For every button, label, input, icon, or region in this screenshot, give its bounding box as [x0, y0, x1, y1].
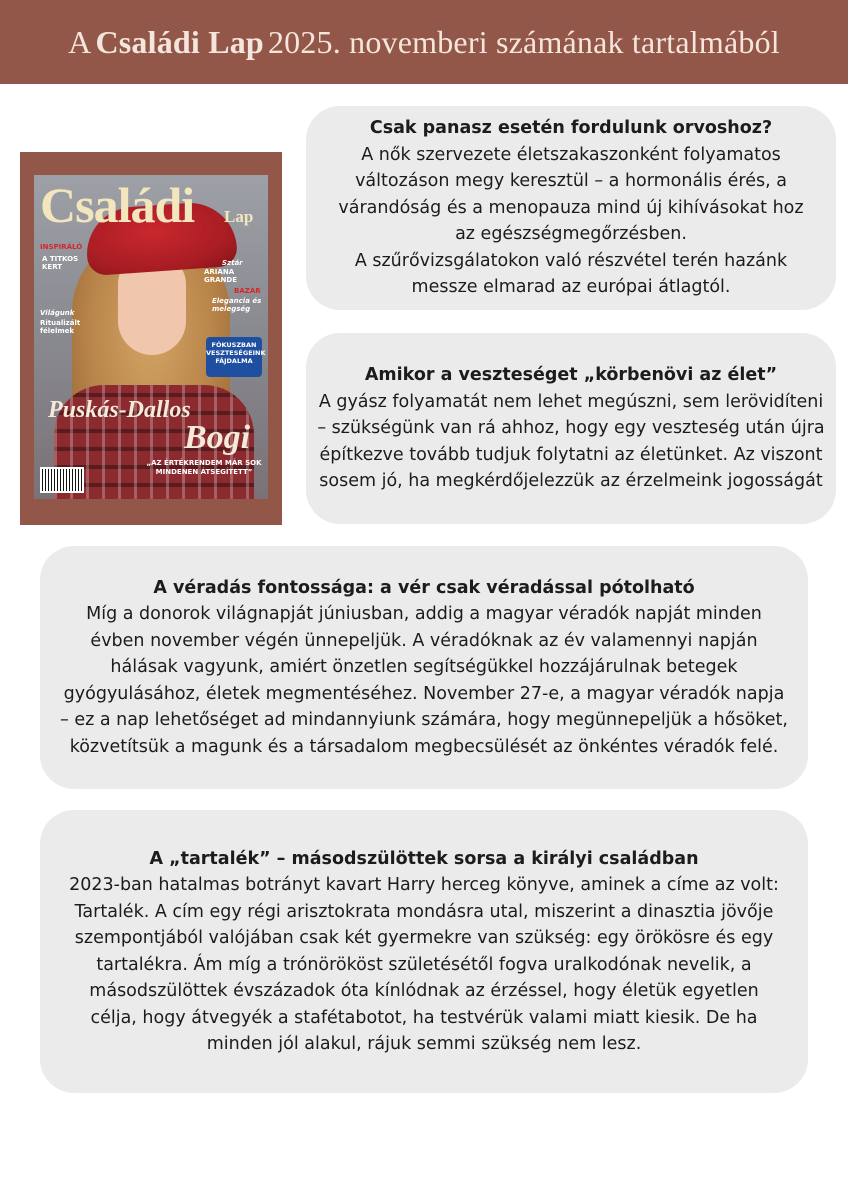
cover-name-first: Puskás-Dallos — [48, 397, 191, 423]
article-card-orvos — [306, 106, 836, 310]
cover-tag-ritualizalt: Ritualizált félelmek — [40, 319, 81, 335]
cover-tag-titkos-kert: A TITKOS KERT — [42, 255, 79, 271]
article-body: 2023-ban hatalmas botrányt kavart Harry herceg könyve, aminek a címe az volt: Tartalék. A cím egy régi arisztokrata mondásra utal, miszerint a dinasztia jövője szempontjából valójában csak két gyermekre van szükség: egy örökösre és egy tartalékra. Ám míg a trónörököst születésétől fogva uralkodónak nevelik, a másodszülöttek évszázadok óta kínlódnak az érzéssel, hogy életük egyetlen célja, hogy átvegyék a stafétabotot, ha testvérük valami miatt kiesik. De ha minden jól alakul, rájuk semmi szükség nem lesz. — [69, 875, 779, 1054]
cover-tag-inspiralo: INSPIRÁLÓ — [40, 243, 83, 251]
article-card-tartalek — [40, 810, 808, 1093]
cover-tag-elegancia: Elegancia és melegség — [212, 297, 262, 313]
cover-logo: Családi — [40, 177, 195, 233]
article-body: A nők szervezete életszakaszonként folyamatos változáson megy keresztül – a hormonális érés, a várandóság és a menopauza mind új kihívásokat hoz az egészségmegőrzésben. — [338, 144, 804, 245]
magazine-cover-image — [34, 175, 268, 499]
article-title: Amikor a veszteséget „körbenövi az élet” — [364, 365, 778, 386]
cover-tag-bazar: BAZÁR — [234, 287, 261, 295]
cover-quote: „AZ ÉRTÉKRENDEM MÁR SOK MINDENEN ÁTSEGÍTETT” — [146, 459, 262, 476]
article-card-veradas — [40, 546, 808, 789]
cover-logo-lap: Lap — [224, 207, 254, 226]
article-title: A „tartalék” – másodszülöttek sorsa a királyi családban — [149, 848, 699, 869]
cover-tag-vilagunk: Világunk — [40, 309, 75, 317]
header-brand: Családi Lap — [95, 23, 264, 60]
header-prefix: A — [68, 23, 92, 60]
cover-tag-ariana: ARIANA GRANDE — [204, 268, 238, 284]
article-body-2: A szűrővizsgálatokon való részvétel terén hazánk messze elmarad az európai átlagtól. — [354, 250, 788, 298]
cover-barcode — [40, 467, 84, 493]
cover-tag-sztar: Sztár — [222, 259, 243, 267]
article-card-gyasz — [306, 333, 836, 524]
article-body: Míg a donorok világnapját júniusban, addig a magyar véradók napját minden évben november végén ünnepeljük. A véradóknak az év valamennyi napján hálásak vagyunk, amiért önzetlen segítségükkel hozzájárulnak betegek gyógyulásához, életek megmentéséhez. November 27-e, a magyar véradók napja – ez a nap lehetőséget ad mindannyiunk számára, hogy megünnepeljük a hősöket, közvetítsük a magunk és a társadalom megbecsülését az önkéntes véradók felé. — [60, 604, 788, 757]
article-title: A véradás fontossága: a vér csak véradással pótolható — [153, 577, 695, 598]
article-title: Csak panasz esetén fordulunk orvoshoz? — [369, 118, 773, 139]
page-header — [0, 0, 848, 84]
cover-name-second: Bogi — [184, 419, 251, 456]
article-body: A gyász folyamatát nem lehet megúszni, sem lerövidíteni – szükségünk van rá ahhoz, hogy egy veszteség után újra építkezve tovább tudjuk folytatni az életünket. Az viszont sosem jó, ha megkérdőjelezzük az érzelmeink jogosságát — [317, 391, 825, 492]
cover-badge: FÓKUSZBAN VESZTESÉGEINK FÁJDALMA — [206, 337, 262, 377]
header-suffix: 2025. novemberi számának tartalmából — [267, 23, 780, 60]
